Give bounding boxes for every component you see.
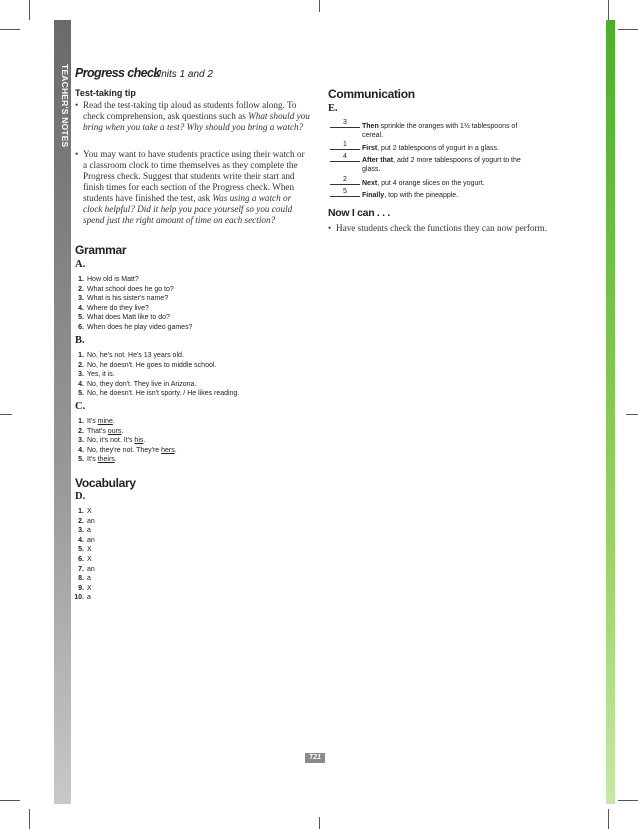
item-text: sprinkle the oranges with 1½ tablespoons of (378, 123, 518, 130)
item-text: . (121, 427, 124, 435)
list-item (73, 545, 92, 554)
item-number: 3. (78, 295, 84, 303)
tip-text: Read the test-taking tip aloud as students follow along. To check comprehension, ask questions such as (83, 100, 297, 121)
item-text: No, they're not. They're (87, 446, 162, 454)
now-i-can-text: Have students check the functions they can now perform. (336, 223, 547, 233)
item-number: 2. (78, 427, 84, 435)
item-number: 10. (74, 594, 84, 602)
crop-mark (29, 809, 30, 829)
list-item (73, 536, 95, 545)
communication-item (362, 179, 557, 188)
section-c-label: C. (75, 401, 86, 412)
item-number: 2. (78, 361, 84, 369)
item-text: How old is Matt? (87, 276, 139, 283)
item-text: No, they don't. They live in Arizona. (87, 380, 197, 388)
crop-mark (626, 414, 638, 415)
item-text: No, it's not. It's (87, 437, 135, 445)
page-subtitle: Units 1 and 2 (154, 69, 213, 80)
item-text: , put 2 tablespoons of yogurt in a glass. (377, 145, 499, 152)
item-number: 5. (78, 546, 84, 554)
communication-item (362, 191, 557, 200)
item-text: That's (87, 427, 108, 435)
item-number: 6. (78, 324, 84, 331)
crop-mark (0, 800, 20, 801)
answer-blank: 1 (330, 141, 360, 150)
item-number: 2. (78, 285, 84, 293)
bullet-icon: • (328, 223, 332, 233)
item-text: No, he doesn't. He isn't sporty. / He likes reading. (87, 390, 240, 398)
item-text: an (87, 517, 95, 525)
bullet-icon: • (75, 149, 79, 159)
communication-item (362, 144, 557, 153)
item-number: 8. (78, 575, 84, 583)
item-text: a (87, 575, 91, 583)
list-item (73, 417, 115, 426)
item-text: No, he's not. He's 13 years old. (87, 352, 184, 359)
item-number: 2. (78, 517, 84, 525)
item-text: an (87, 536, 95, 544)
item-text: , add 2 more tablespoons of yogurt to the (393, 157, 521, 164)
crop-mark (608, 809, 609, 829)
list-item (73, 517, 95, 526)
test-tip-bullet-2 (75, 149, 310, 226)
section-b-label: B. (75, 335, 85, 346)
item-text: X (87, 508, 92, 515)
sequence-word: Finally (362, 192, 385, 199)
green-edge-bar (606, 20, 615, 804)
item-text: What school does he go to? (87, 285, 174, 293)
item-number: 1. (78, 508, 84, 515)
item-text: . (112, 418, 115, 425)
underlined-answer: hers (161, 446, 175, 454)
list-item (73, 294, 168, 303)
communication-item (362, 156, 557, 174)
section-a-label: A. (75, 259, 86, 270)
item-number: 3. (78, 527, 84, 535)
sequence-word: Next (362, 180, 378, 187)
list-item (73, 285, 174, 294)
list-item (73, 351, 184, 360)
item-text: an (87, 565, 95, 573)
crop-mark (319, 0, 320, 12)
item-number: 4. (78, 304, 84, 312)
item-text: . (114, 456, 117, 464)
item-text: When does he play video games? (87, 324, 193, 331)
list-item (73, 446, 177, 455)
item-number: 1. (78, 276, 84, 283)
tip-italic: What should you bring when you take a test? Why should you bring a watch? (83, 111, 310, 132)
list-item (73, 574, 91, 583)
item-number: 6. (78, 556, 84, 563)
list-item (73, 361, 216, 370)
now-i-can-bullet (328, 223, 553, 234)
crop-mark (618, 800, 638, 801)
item-number: 4. (78, 536, 84, 544)
communication-heading: Communication (328, 87, 415, 101)
list-item (73, 389, 239, 398)
item-text: Yes, it is. (87, 371, 115, 379)
item-number: 4. (78, 380, 84, 388)
list-item (73, 370, 115, 379)
crop-mark (608, 0, 609, 20)
list-item (73, 427, 123, 436)
item-text: What is his sister's name? (87, 295, 169, 303)
crop-mark (319, 817, 320, 829)
item-text: X (87, 556, 92, 563)
item-number: 5. (78, 314, 84, 322)
item-text: X (87, 584, 92, 592)
page-number: T21 (305, 753, 325, 763)
bullet-icon: • (75, 100, 79, 110)
item-text: , top with the pineapple. (384, 192, 459, 199)
item-number: 5. (78, 390, 84, 398)
item-text: What does Matt like to do? (87, 314, 170, 322)
crop-mark (29, 0, 30, 20)
underlined-answer: his (134, 437, 144, 445)
item-text: Where do they live? (87, 304, 149, 312)
list-item (73, 593, 91, 602)
list-item (73, 275, 139, 284)
list-item (73, 304, 149, 313)
list-item (73, 436, 145, 445)
sequence-word: After that (362, 157, 394, 164)
item-text: a (87, 527, 91, 535)
item-number: 1. (78, 418, 84, 425)
list-item (73, 565, 95, 574)
item-number: 4. (78, 446, 84, 454)
item-text: a (87, 594, 91, 602)
tip-text: You may want to have students practice using their watch or a classroom clock to time themselves as they complete the Progress check. Suggest that students write their start and finish times for each section of the Progress check. When students have finished the test, ask (83, 149, 305, 203)
now-i-can-heading: Now I can . . . (328, 207, 391, 219)
test-tip-bullet-1 (75, 100, 310, 133)
item-number: 1. (78, 352, 84, 359)
page-title: Progress check (75, 66, 160, 80)
crop-mark (0, 29, 20, 30)
item-text: X (87, 546, 92, 554)
item-text: glass. (362, 166, 381, 173)
underlined-answer: mine (97, 418, 113, 425)
item-number: 3. (78, 371, 84, 379)
crop-mark (618, 29, 638, 30)
item-text: . (174, 446, 177, 454)
sequence-word: First (362, 145, 378, 152)
item-text: , put 4 orange slices on the yogurt. (377, 180, 485, 187)
underlined-answer: theirs (97, 456, 115, 464)
list-item (73, 507, 92, 516)
list-item (73, 455, 117, 464)
item-number: 3. (78, 437, 84, 445)
item-text: It's (87, 418, 98, 425)
answer-blank: 3 (330, 119, 360, 128)
item-text: . (143, 437, 146, 445)
item-number: 7. (78, 565, 84, 573)
vocabulary-heading: Vocabulary (75, 476, 136, 490)
item-text: cereal. (362, 132, 384, 139)
item-number: 5. (78, 456, 84, 464)
crop-mark (0, 414, 12, 415)
section-d-label: D. (75, 491, 86, 502)
tip-italic: Was using a watch or clock helpful? Did it help you pace yourself so you could spend just the right amount of time on each section? (83, 193, 293, 225)
list-item (73, 555, 92, 564)
item-text: It's (87, 456, 98, 464)
list-item (73, 584, 92, 593)
list-item (73, 323, 192, 332)
sequence-word: Then (362, 123, 379, 130)
list-item (73, 313, 170, 322)
section-e-label: E. (328, 103, 338, 114)
list-item (73, 380, 196, 389)
item-number: 9. (78, 584, 84, 592)
sidebar-label: TEACHER'S NOTES (60, 64, 70, 148)
answer-blank: 4 (330, 153, 360, 162)
test-tip-heading: Test-taking tip (75, 88, 136, 98)
item-text: No, he doesn't. He goes to middle school. (87, 361, 217, 369)
list-item (73, 526, 91, 535)
grammar-heading: Grammar (75, 243, 127, 257)
answer-blank: 5 (330, 188, 360, 197)
communication-item (362, 122, 557, 140)
answer-blank: 2 (330, 176, 360, 185)
underlined-answer: ours (107, 427, 122, 435)
